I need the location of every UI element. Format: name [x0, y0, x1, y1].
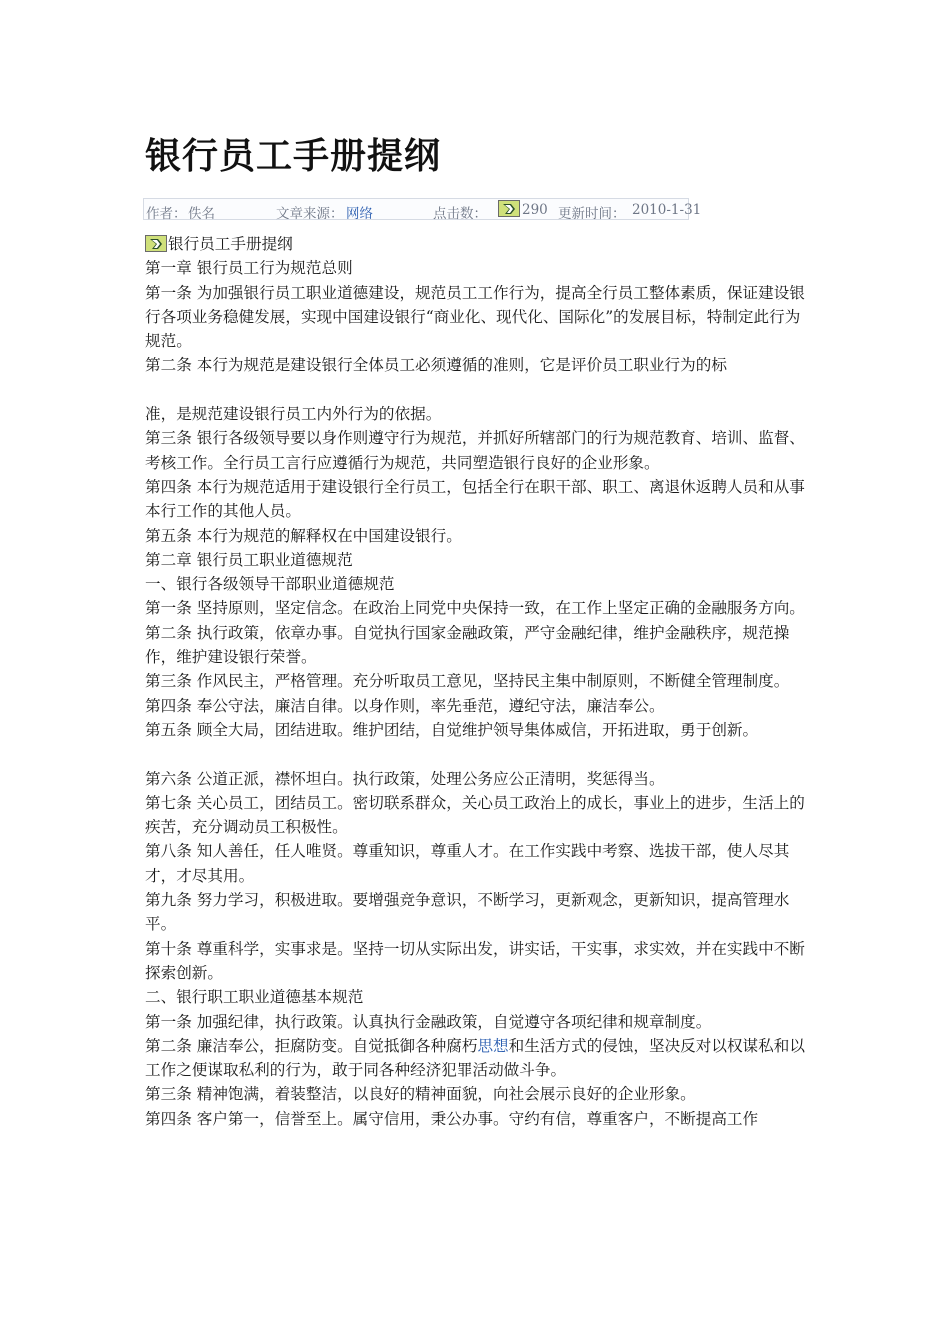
updated-label: 更新时间： [558, 206, 626, 222]
paragraph-text: 第二条 廉洁奉公，拒腐防变。自觉抵御各种腐朽 [145, 1036, 478, 1055]
updated-value: 2010-1-31 [632, 202, 702, 218]
intro-text: 银行员工手册提纲 [168, 235, 293, 253]
paragraph: 第五条 顾全大局，团结进取。维护团结，自觉维护领导集体威信，开拓进取，勇于创新。 [145, 720, 759, 739]
paragraph: 第十条 尊重科学，实事求是。坚持一切从实际出发，讲实话，干实事，求实效，并在实践中不断探索创新。 [145, 939, 805, 982]
section-heading: 一、银行各级领导干部职业道德规范 [145, 575, 395, 594]
article-meta-bar [143, 198, 702, 222]
page-title: 银行员工手册提纲 [145, 136, 442, 177]
paragraph: 第六条 公道正派，襟怀坦白。执行政策，处理公务应公正清明，奖惩得当。 [145, 769, 665, 788]
paragraph: 第七条 关心员工，团结员工。密切联系群众，关心员工政治上的成长，事业上的进步，生活上的疾苦，充分调动员工积极性。 [145, 793, 805, 837]
paragraph: 第一条 坚持原则，坚定信念。在政治上同党中央保持一致，在工作上坚定正确的金融服务方向。 [145, 599, 805, 618]
paragraph: 第八条 知人善任，任人唯贤。尊重知识，尊重人才。在工作实践中考察、选拔干部，使人尽其才，才尽其用。 [145, 842, 790, 885]
paragraph: 第三条 银行各级领导要以身作则遵守行为规范，并抓好所辖部门的行为规范教育、培训、监督、考核工作。全行员工言行应遵循行为规范，共同塑造银行良好的企业形象。 [145, 429, 805, 472]
paragraph-text: 和生活方式的侵蚀，坚决反对以权谋私和以工作之便谋取私利的行为，敢于同各种经济犯罪活动做斗争。 [145, 1036, 805, 1080]
paragraph: 第三条 精神饱满，着装整洁，以良好的精神面貌，向社会展示良好的企业形象。 [145, 1085, 696, 1104]
blank-line [145, 378, 810, 402]
source-link[interactable]: 网络 [346, 206, 373, 222]
paragraph: 第五条 本行为规范的解释权在中国建设银行。 [145, 526, 462, 545]
image-thumbnail-icon [145, 235, 167, 252]
sixiang-link[interactable]: 思想 [477, 1036, 509, 1055]
paragraph: 第二条 执行政策，依章办事。自觉执行国家金融政策，严守金融纪律，维护金融秩序，规范操作，维护建设银行荣誉。 [145, 623, 790, 667]
clicks-value: 290 [522, 202, 548, 218]
paragraph: 第二条 本行为规范是建设银行全体员工必须遵循的准则，它是评价员工职业行为的标 [145, 356, 727, 375]
chapter-heading: 第二章 银行员工职业道德规范 [145, 550, 353, 569]
paragraph: 第四条 本行为规范适用于建设银行全行员工，包括全行在职干部、职工、离退休返聘人员和从事本行工作的其他人员。 [145, 477, 805, 521]
author-value: 佚名 [188, 206, 215, 222]
paragraph: 第一条 加强纪律，执行政策。认真执行金融政策，自觉遵守各项纪律和规章制度。 [145, 1012, 712, 1031]
blank-line [145, 742, 810, 766]
author-label: 作者： [146, 206, 187, 222]
intro-line [145, 232, 810, 256]
paragraph: 第九条 努力学习，积极进取。要增强竞争意识，不断学习，更新观念，更新知识，提高管理水平。 [145, 891, 790, 934]
source-label: 文章来源： [276, 206, 344, 222]
article-body [145, 232, 810, 1131]
section-heading: 二、银行职工职业道德基本规范 [145, 988, 364, 1007]
paragraph: 第一条 为加强银行员工职业道德建设，规范员工工作行为，提高全行员工整体素质，保证建设银行各项业务稳健发展，实现中国建设银行“商业化、现代化、国际化”的发展目标，特制定此行为规范。 [145, 283, 805, 351]
paragraph: 第三条 作风民主，严格管理。充分听取员工意见，坚持民主集中制原则，不断健全管理制度。 [145, 672, 790, 691]
paragraph: 第四条 客户第一，信誉至上。属守信用，秉公办事。守约有信，尊重客户，不断提高工作 [145, 1109, 759, 1128]
image-thumbnail-icon [498, 200, 520, 217]
paragraph: 第四条 奉公守法，廉洁自律。以身作则，率先垂范，遵纪守法，廉洁奉公。 [145, 696, 665, 715]
clicks-label: 点击数： [433, 206, 487, 222]
paragraph: 准，是规范建设银行员工内外行为的依据。 [145, 405, 442, 424]
paragraph [145, 1034, 810, 1083]
paragraph: 第一章 银行员工行为规范总则 [145, 259, 353, 278]
